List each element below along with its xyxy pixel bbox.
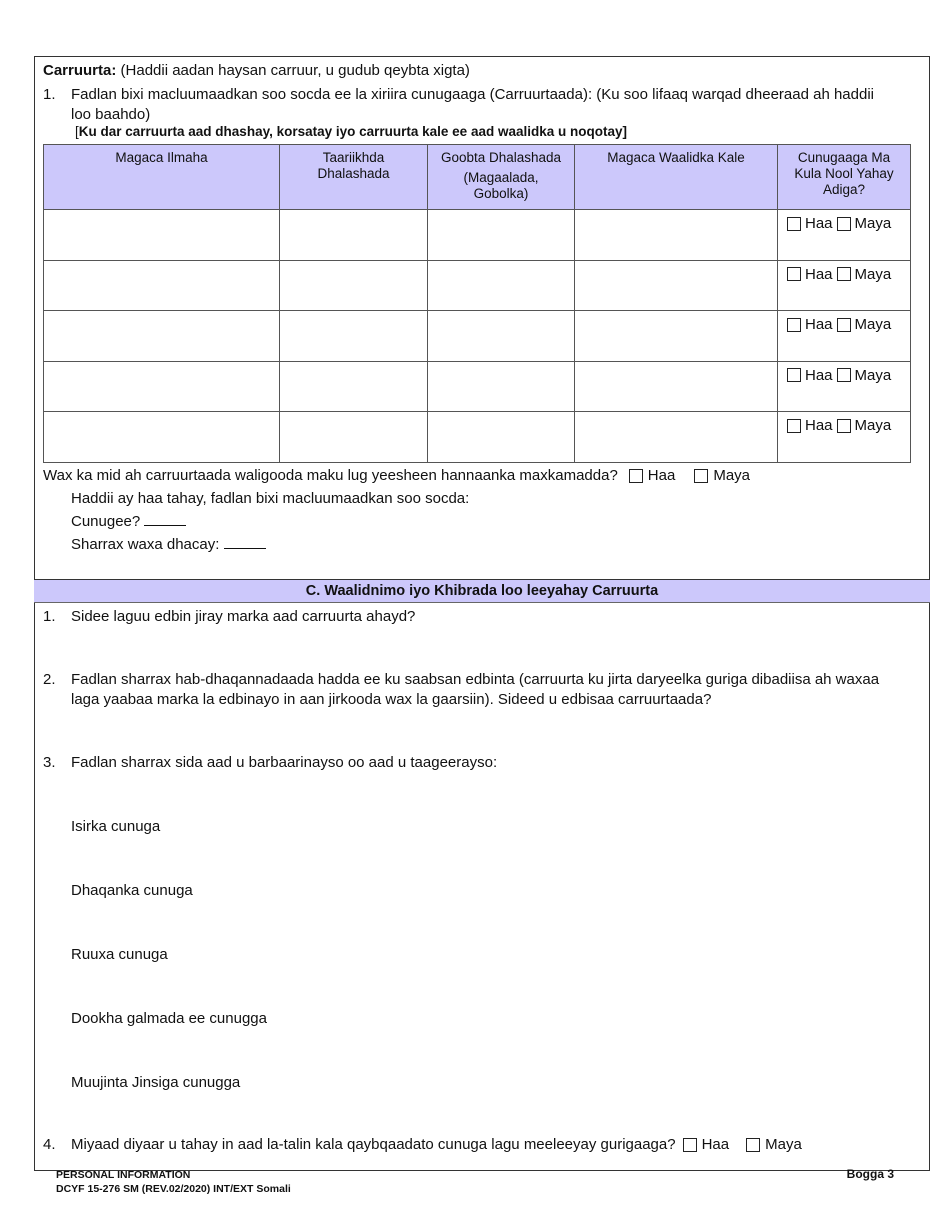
child-name-cell[interactable] bbox=[44, 412, 280, 463]
support-item-gender-expression: Muujinta Jinsiga cunugga bbox=[71, 1074, 241, 1091]
court-question-text: Wax ka mid ah carruurtaada waligooda maku lug yeesheen hannaanka maxkamadda? bbox=[43, 467, 618, 484]
question-number: 1. bbox=[43, 608, 56, 625]
child-name-cell[interactable] bbox=[44, 260, 280, 311]
no-checkbox[interactable] bbox=[837, 267, 851, 281]
answer-divider bbox=[34, 1101, 35, 1123]
question-1-line1: Fadlan bixi macluumaadkan soo socda ee la xiriira cunugaaga (Carruurtaada): (Ku soo lifaaq warqad dheeraad ah haddii bbox=[71, 86, 874, 103]
yes-checkbox[interactable] bbox=[787, 267, 801, 281]
lives-with-you-cell: Haa Maya bbox=[778, 412, 911, 463]
table-row bbox=[44, 260, 911, 311]
counseling-question: Miyaad diyaar u tahay in aad la-talin kala qaybqaadato cunuga lagu meeleeyay gurigaaga? Haa Maya bbox=[71, 1136, 802, 1153]
yes-checkbox[interactable] bbox=[787, 217, 801, 231]
support-item-spirit: Ruuxa cunuga bbox=[71, 946, 168, 963]
child-name-cell[interactable] bbox=[44, 210, 280, 261]
other-parent-cell[interactable] bbox=[575, 311, 778, 362]
children-section-heading bbox=[43, 61, 470, 81]
children-table bbox=[43, 144, 911, 463]
birth-date-cell[interactable] bbox=[280, 210, 428, 261]
support-item-orientation: Dookha galmada ee cunugga bbox=[71, 1010, 267, 1027]
answer-divider bbox=[34, 1037, 35, 1059]
table-row bbox=[44, 361, 911, 412]
explain-input[interactable] bbox=[224, 535, 266, 549]
section-c-header: C. Waalidnimo iyo Khibrada loo leeyahay Carruurta bbox=[34, 579, 930, 603]
support-item-race: Isirka cunuga bbox=[71, 818, 161, 835]
birth-place-cell[interactable] bbox=[428, 361, 575, 412]
question-1-line2: loo baahdo) bbox=[71, 106, 151, 123]
answer-divider bbox=[34, 635, 35, 657]
birth-date-cell[interactable] bbox=[280, 260, 428, 311]
court-yes-checkbox[interactable] bbox=[629, 469, 643, 483]
other-parent-cell[interactable] bbox=[575, 412, 778, 463]
yes-checkbox[interactable] bbox=[787, 318, 801, 332]
birth-date-cell[interactable] bbox=[280, 311, 428, 362]
heading-note: (Haddii aadan haysan carruur, u gudub qeybta xigta) bbox=[120, 62, 470, 79]
birth-place-cell[interactable] bbox=[428, 260, 575, 311]
explain-line: Sharrax waxa dhacay: bbox=[71, 535, 266, 555]
question-number: 3. bbox=[43, 754, 56, 771]
answer-divider bbox=[34, 909, 35, 931]
heading-label: Carruurta: bbox=[43, 62, 117, 79]
which-child-input[interactable] bbox=[144, 512, 186, 526]
counseling-yes-checkbox[interactable] bbox=[683, 1138, 697, 1152]
lives-with-you-cell: Haa Maya bbox=[778, 210, 911, 261]
support-item-culture: Dhaqanka cunuga bbox=[71, 882, 193, 899]
question-number: 4. bbox=[43, 1136, 56, 1153]
birth-place-cell[interactable] bbox=[428, 210, 575, 261]
no-checkbox[interactable] bbox=[837, 318, 851, 332]
lives-with-you-cell: Haa Maya bbox=[778, 311, 911, 362]
birth-place-cell[interactable] bbox=[428, 412, 575, 463]
no-checkbox[interactable] bbox=[837, 217, 851, 231]
table-row bbox=[44, 311, 911, 362]
which-child-line: Cunugee? bbox=[71, 512, 186, 532]
question-1 bbox=[71, 85, 921, 125]
footer-form-id: PERSONAL INFORMATION DCYF 15-276 SM (REV.02/2020) INT/EXT Somali bbox=[56, 1169, 291, 1195]
court-no-checkbox[interactable] bbox=[694, 469, 708, 483]
table-row bbox=[44, 412, 911, 463]
lives-with-you-cell: Haa Maya bbox=[778, 260, 911, 311]
court-followup-instruction: Haddii ay haa tahay, fadlan bixi macluumaadkan soo socda: bbox=[71, 490, 470, 507]
discipline-practice-question: Fadlan sharrax hab-dhaqannadaada hadda ee ku saabsan edbinta (carruurta ku jirta daryeelka guriga dibadiisa ah waxaa laga yaabaa marka la edbinayo in aan jirkooda wax la gaarsiin). Sideed u edbisaa carruurtaada? bbox=[71, 671, 880, 708]
question-number: 1. bbox=[43, 86, 56, 103]
question-number: 2. bbox=[43, 671, 56, 688]
child-name-cell[interactable] bbox=[44, 361, 280, 412]
birth-place-cell[interactable] bbox=[428, 311, 575, 362]
col-birth-place: Goobta Dhalashada (Magaalada, Gobolka) bbox=[428, 145, 575, 210]
other-parent-cell[interactable] bbox=[575, 361, 778, 412]
birth-date-cell[interactable] bbox=[280, 361, 428, 412]
table-header-row bbox=[44, 145, 911, 210]
child-name-cell[interactable] bbox=[44, 311, 280, 362]
col-lives-with-you: Cunugaaga Ma Kula Nool Yahay Adiga? bbox=[778, 145, 911, 210]
col-child-name: Magaca Ilmaha bbox=[44, 145, 280, 210]
page-number: Bogga 3 bbox=[846, 1167, 894, 1181]
no-checkbox[interactable] bbox=[837, 368, 851, 382]
table-instruction: [Ku dar carruurta aad dhashay, korsatay iyo carruurta kale ee aad waalidka u noqotay] bbox=[75, 124, 627, 139]
col-other-parent: Magaca Waalidka Kale bbox=[575, 145, 778, 210]
yes-checkbox[interactable] bbox=[787, 419, 801, 433]
other-parent-cell[interactable] bbox=[575, 210, 778, 261]
birth-date-cell[interactable] bbox=[280, 412, 428, 463]
support-question: Fadlan sharrax sida aad u barbaarinayso oo aad u taageerayso: bbox=[71, 754, 498, 771]
answer-divider bbox=[34, 718, 35, 740]
answer-divider bbox=[34, 973, 35, 995]
other-parent-cell[interactable] bbox=[575, 260, 778, 311]
yes-checkbox[interactable] bbox=[787, 368, 801, 382]
answer-divider bbox=[34, 781, 35, 803]
discipline-childhood-question: Sidee laguu edbin jiray marka aad carruurta ahayd? bbox=[71, 608, 416, 625]
col-birth-date: Taariikhda Dhalashada bbox=[280, 145, 428, 210]
no-checkbox[interactable] bbox=[837, 419, 851, 433]
answer-divider bbox=[34, 845, 35, 867]
court-question: Wax ka mid ah carruurtaada waligooda maku lug yeesheen hannaanka maxkamadda? Haa Maya bbox=[43, 467, 751, 484]
table-row bbox=[44, 210, 911, 261]
lives-with-you-cell: Haa Maya bbox=[778, 361, 911, 412]
counseling-no-checkbox[interactable] bbox=[746, 1138, 760, 1152]
